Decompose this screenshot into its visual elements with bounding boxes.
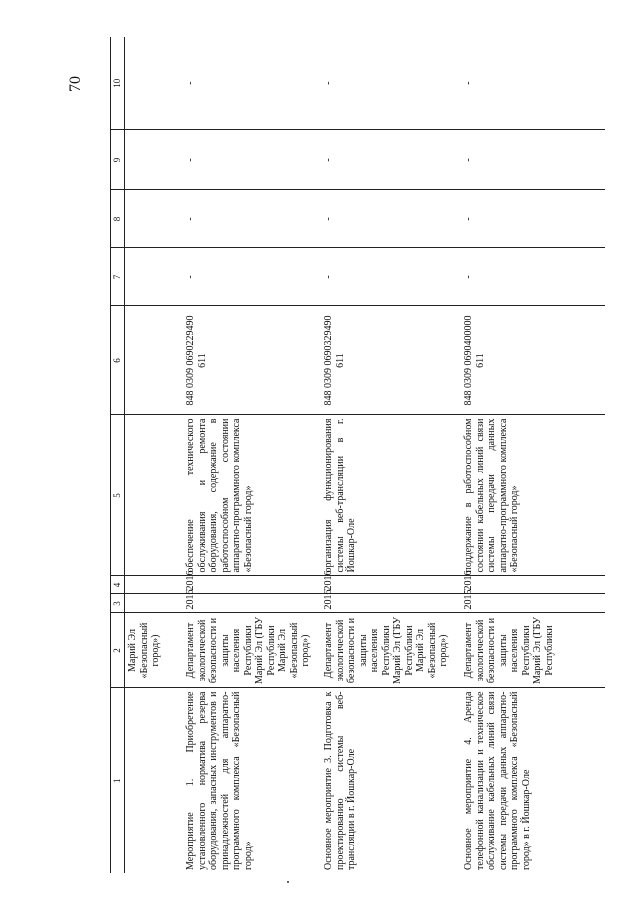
value-cell-7: -: [183, 248, 321, 306]
start-year-cell: 2016: [183, 594, 321, 613]
column-header-2: 2: [111, 613, 125, 688]
executor-cell: Департамент экологической безопасности и защиты населения Республики Марий Эл (ГБУ Республики Марий Эл «Безопасный город»): [183, 613, 321, 688]
result-cell: [125, 415, 184, 576]
start-year-cell: [125, 594, 184, 613]
value-cell-9: -: [461, 130, 605, 190]
activity-name-cell: Основное мероприятие 3. Подготовка к проектированию системы веб-трансляции в г. Йошкар-Оле: [323, 691, 357, 870]
executor-cell: Департамент экологической безопасности и защиты населения Республики Марий Эл (ГБУ Республики Марий Эл «Безопасный город»): [321, 613, 461, 688]
value-cell-9: [125, 130, 184, 190]
table-area: [110, 37, 640, 873]
scan-speck: [287, 881, 289, 883]
budget-code-cell: [125, 306, 184, 415]
column-header-9: 9: [111, 130, 125, 190]
end-year-cell: 2016: [321, 576, 461, 594]
value-cell-10: -: [461, 37, 605, 130]
budget-code-cell: 848 0309 0690400000 611: [461, 306, 605, 415]
budget-code-cell: 848 0309 0690329490 611: [321, 306, 461, 415]
start-year-cell: 2016: [321, 594, 461, 613]
value-cell-10: [125, 37, 184, 130]
result-cell: организация функционирования системы веб-трансляции в г. Йошкар-Оле: [321, 415, 461, 576]
budget-code-cell: 848 0309 0690229490 611: [183, 306, 321, 415]
column-header-4: 4: [111, 576, 125, 594]
table-row: [183, 37, 321, 873]
column-header-10: 10: [111, 37, 125, 130]
table-row: [321, 37, 461, 873]
result-cell: поддержание в работоспособном состоянии кабельных линий связи системы передачи данных аппаратно-программного комплекса «Безопасный город»: [461, 415, 605, 576]
column-header-7: 7: [111, 248, 125, 306]
value-cell-7: [125, 248, 184, 306]
activity-name-cell: Мероприятие 1. Приобретение установленного норматива резерва оборудования, запасных инструментов и принадлежностей для аппаратно-программного комплекса «Безопасный город»: [185, 691, 254, 870]
activity-name-cell: [125, 688, 184, 873]
end-year-cell: 2016: [461, 576, 605, 594]
start-year-cell: 2015: [461, 594, 605, 613]
column-number-row: [111, 37, 125, 873]
executor-cell: Департамент экологической безопасности и защиты населения Республики Марий Эл (ГБУ Республики: [461, 613, 605, 688]
rotated-table-frame: [110, 37, 640, 873]
value-cell-7: -: [461, 248, 605, 306]
value-cell-8: -: [461, 190, 605, 248]
end-year-cell: [125, 576, 184, 594]
column-header-3: 3: [111, 594, 125, 613]
activity-name-cell: Основное мероприятие 4. Аренда телефонной канализации и техническое обслуживание кабельных линий связи системы передачи данных аппаратно-программного комплекса «Безопасный город» в г. Йошкар-Оле: [463, 691, 532, 870]
page-number: 70: [67, 76, 84, 92]
table-row: [461, 37, 605, 873]
value-cell-8: -: [321, 190, 461, 248]
column-header-1: 1: [111, 688, 125, 873]
value-cell-8: -: [183, 190, 321, 248]
value-cell-9: -: [183, 130, 321, 190]
value-cell-10: -: [321, 37, 461, 130]
value-cell-9: -: [321, 130, 461, 190]
result-cell: обеспечение технического обслуживания и ремонта оборудования, содержание в работоспособном состоянии аппаратно-программного комплекса «Безопасный город»: [183, 415, 321, 576]
table-row: [125, 37, 184, 873]
column-header-8: 8: [111, 190, 125, 248]
value-cell-10: -: [183, 37, 321, 130]
column-header-6: 6: [111, 306, 125, 415]
value-cell-7: -: [321, 248, 461, 306]
executor-cell: Марий Эл «Безопасный город»): [125, 613, 184, 688]
value-cell-8: [125, 190, 184, 248]
column-header-5: 5: [111, 415, 125, 576]
program-activities-table: [110, 37, 605, 873]
end-year-cell: 2016: [183, 576, 321, 594]
